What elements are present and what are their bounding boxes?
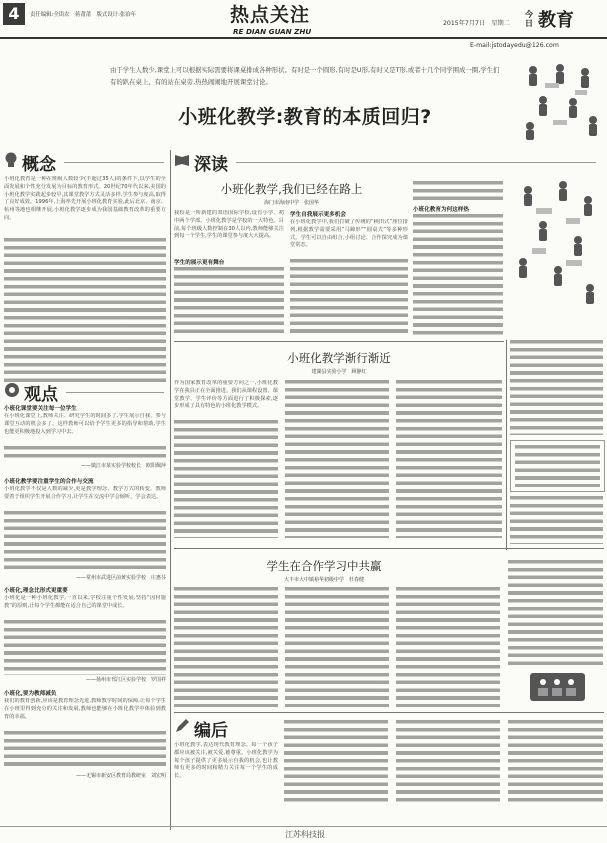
page-header xyxy=(0,0,607,62)
pen-icon xyxy=(174,718,190,734)
view-source-3: ——扬州市邗江区实验学校 罗国祥 xyxy=(85,677,166,683)
brand-small: 今日 xyxy=(525,10,533,28)
view-heading-3: 小班化,理念比形式更重要 xyxy=(4,588,68,594)
editorial-section xyxy=(174,716,604,826)
view-source-4: ——无锡市新安区教育局教研室 刘宏明 xyxy=(75,773,166,779)
article1-title: 小班化教学,我们已经在路上 xyxy=(220,182,363,196)
view-lines-3 xyxy=(4,620,166,675)
article1-byline: 海门市海南中学 张国华 xyxy=(263,200,319,206)
section-name: 热点关注 xyxy=(230,4,311,26)
view-heading-1: 小班化课堂要关注每一位学生 xyxy=(4,406,77,412)
email-address[interactable]: E-mail:jstodayedu@126.com xyxy=(470,42,559,49)
concept-title: 概念 xyxy=(22,155,56,175)
sidebar-highlight-lines xyxy=(515,445,600,487)
article2-col3-lines xyxy=(396,380,502,538)
group-illustration xyxy=(510,668,602,708)
view-lines-2 xyxy=(4,511,166,573)
view-body-2: 小班化教学不仅是人数的减少,更是教学理念、教学方式的转变。教师要善于组织学生开展合作学习,让学生在交流中学会倾听、学会表达。 xyxy=(4,486,166,500)
depth-title: 深读 xyxy=(194,155,228,175)
article1-col1-lines xyxy=(174,267,284,337)
article1-bottom-rule xyxy=(174,341,504,342)
concept-body: 小班化教育是一种在班级人数较少(不超过35人)的条件下,以学生的全面发展和个性充分发展为目标的教育形式。20世纪70年代以来,美国的小班化教学实践起步较早,其课堂教学方式灵活多样,学生参与度高,取得了良好成效。1996年,上海率先开展小班化教育实验,此后北京、南京、杭州等地也相继开展,小班化教学逐步成为我国基础教育改革的重要方向。 xyxy=(4,176,166,221)
page-number: 4 xyxy=(3,3,25,25)
article1-col3-lines-b xyxy=(413,214,503,337)
section-pinyin: RE DIAN GUAN ZHU xyxy=(233,27,312,36)
article2-title: 小班化教学渐行渐近 xyxy=(287,351,391,365)
article1-col1-text: 我校是一所新建的双语国际学校,设有小学、初中两个学部。小班化教学是学校的一大特色。目前,每个班级人数控制在30人以内,教师能够关注到每一个学生,学生的课堂参与度大大提高。 xyxy=(174,210,284,240)
editorial-title: 编后 xyxy=(194,721,228,741)
article1-col2-text: 在小班化教学中,我们打破了传统的“秧田式”座位排列,根据教学需要采用“马蹄形”“圆桌式”等多种形式。学生可以自由组合,小组讨论、合作探究成为课堂常态。 xyxy=(290,219,408,249)
footer-rule xyxy=(0,826,607,827)
article2-byline: 建湖县实验小学 顾静红 xyxy=(311,369,367,375)
editorial-col3-lines xyxy=(396,720,500,806)
concept-title-rule xyxy=(64,162,164,163)
article1-sub1: 学生的展示更有舞台 xyxy=(174,260,225,266)
article1-col3-lines-a xyxy=(413,181,503,203)
teacher-illustration xyxy=(508,170,603,320)
views-title: 观点 xyxy=(24,385,58,405)
view-lines-4 xyxy=(4,731,166,769)
article2-col1-text: 作为国家教育改革的重要方向之一,小班化教学在我县正在全面推进。我们从课程设置、课堂教学、学生评价等方面进行了积极探索,逐步形成了具有特色的小班化教学模式。 xyxy=(174,380,278,410)
header-rule xyxy=(0,37,607,39)
sidebar-right-lines-a xyxy=(510,340,603,435)
editorial-col2-lines xyxy=(284,720,388,806)
article3-col3-lines xyxy=(396,587,500,707)
footer-publisher: 江苏科技报 xyxy=(285,830,325,839)
editorial-col4-lines xyxy=(508,720,603,806)
article3-col1-lines xyxy=(174,587,278,707)
view-body-1: 在小班化课堂上,教师关注、研究学生的时间多了,学生展示自我、参与课堂互动的机会多了。这样教师可以给予学生更多的指导和帮助,学生也能更积极地投入到学习中去。 xyxy=(4,413,166,435)
column-divider-right xyxy=(506,340,507,550)
article3-col4-lines xyxy=(508,560,603,665)
eye-icon xyxy=(4,382,20,398)
views-section xyxy=(4,380,166,800)
view-lines-1 xyxy=(4,446,166,461)
view-source-1: ——镇江市某实验学校校长 欧阳佩萍 xyxy=(80,463,166,469)
depth-header xyxy=(174,150,600,175)
column-divider-left xyxy=(170,150,171,830)
kids-illustration xyxy=(515,58,605,143)
intro-lead: 由于学生人数少,课堂上可以根据实际需要将课桌排成各种形状。有时是一个圆形,有时是U形,有时又是T形,或者十几个同学围成一圈,学生们有的趴在桌上、有的站在桌旁,热热闹闹地开展课堂讨论。 xyxy=(110,66,500,86)
article3-col2-lines xyxy=(285,587,389,707)
article3-bottom-rule xyxy=(174,712,604,713)
article2-col2-lines xyxy=(285,380,389,538)
bulb-icon xyxy=(4,152,18,168)
sidebar-right-lines-b xyxy=(510,496,603,544)
sidebar-highlight-box xyxy=(510,440,605,492)
concept-text-lines xyxy=(4,238,166,383)
view-source-2: ——常州市武进区前黄实验学校 庄惠芬 xyxy=(75,575,166,581)
article1-col2-lines xyxy=(290,259,408,337)
article3-byline: 大丰市大中镇裕华初级中学 杜春健 xyxy=(283,577,364,583)
depth-title-rule xyxy=(236,162,596,163)
brand-logo: 教育 xyxy=(538,10,574,31)
article2-bottom-rule xyxy=(174,548,604,549)
main-headline: 小班化教学:教育的本质回归? xyxy=(178,106,432,128)
staff-credits: 责任编辑:全街农 蒋莆莆 版式设计:张治年 xyxy=(30,12,137,18)
view-body-3: 小班化是一种小班化教学,一直以来,学校注重个性发展,坚持“因材施教”的原则,让每个学生都能在适合自己的课堂中成长。 xyxy=(4,595,166,609)
article1-sub3: 学生自我展示更多机会 xyxy=(290,212,346,218)
issue-date: 2015年7月7日 星期二 xyxy=(443,20,510,27)
views-title-rule xyxy=(66,392,164,393)
view-body-4: 我们的教育创新,应该是教育理念先进,教师教学时间的保障,让每个学生在小班里得到充分的关注和发展,教师也能够在小班化教学中体验到教育的幸福。 xyxy=(4,698,166,720)
book-icon xyxy=(174,152,190,166)
article3-title: 学生在合作学习中共赢 xyxy=(266,559,382,573)
concept-section xyxy=(4,150,166,380)
editorial-body: 小班化教学,表达现代教育理念。每一个孩子都应该被关注,被关爱,被尊重。小班化教学为每个孩子提供了更多展示自我的机会,也让教师有更多的时间和精力关注每一个学生的成长。 xyxy=(174,742,278,780)
view-heading-2: 小班化教学要注重学生的合作与交流 xyxy=(4,479,94,485)
article1-sub5: 小班化教育为何这样热 xyxy=(413,207,469,213)
view-heading-4: 小班化,要为教师减负 xyxy=(4,691,57,697)
article2-col1-lines xyxy=(174,420,278,538)
